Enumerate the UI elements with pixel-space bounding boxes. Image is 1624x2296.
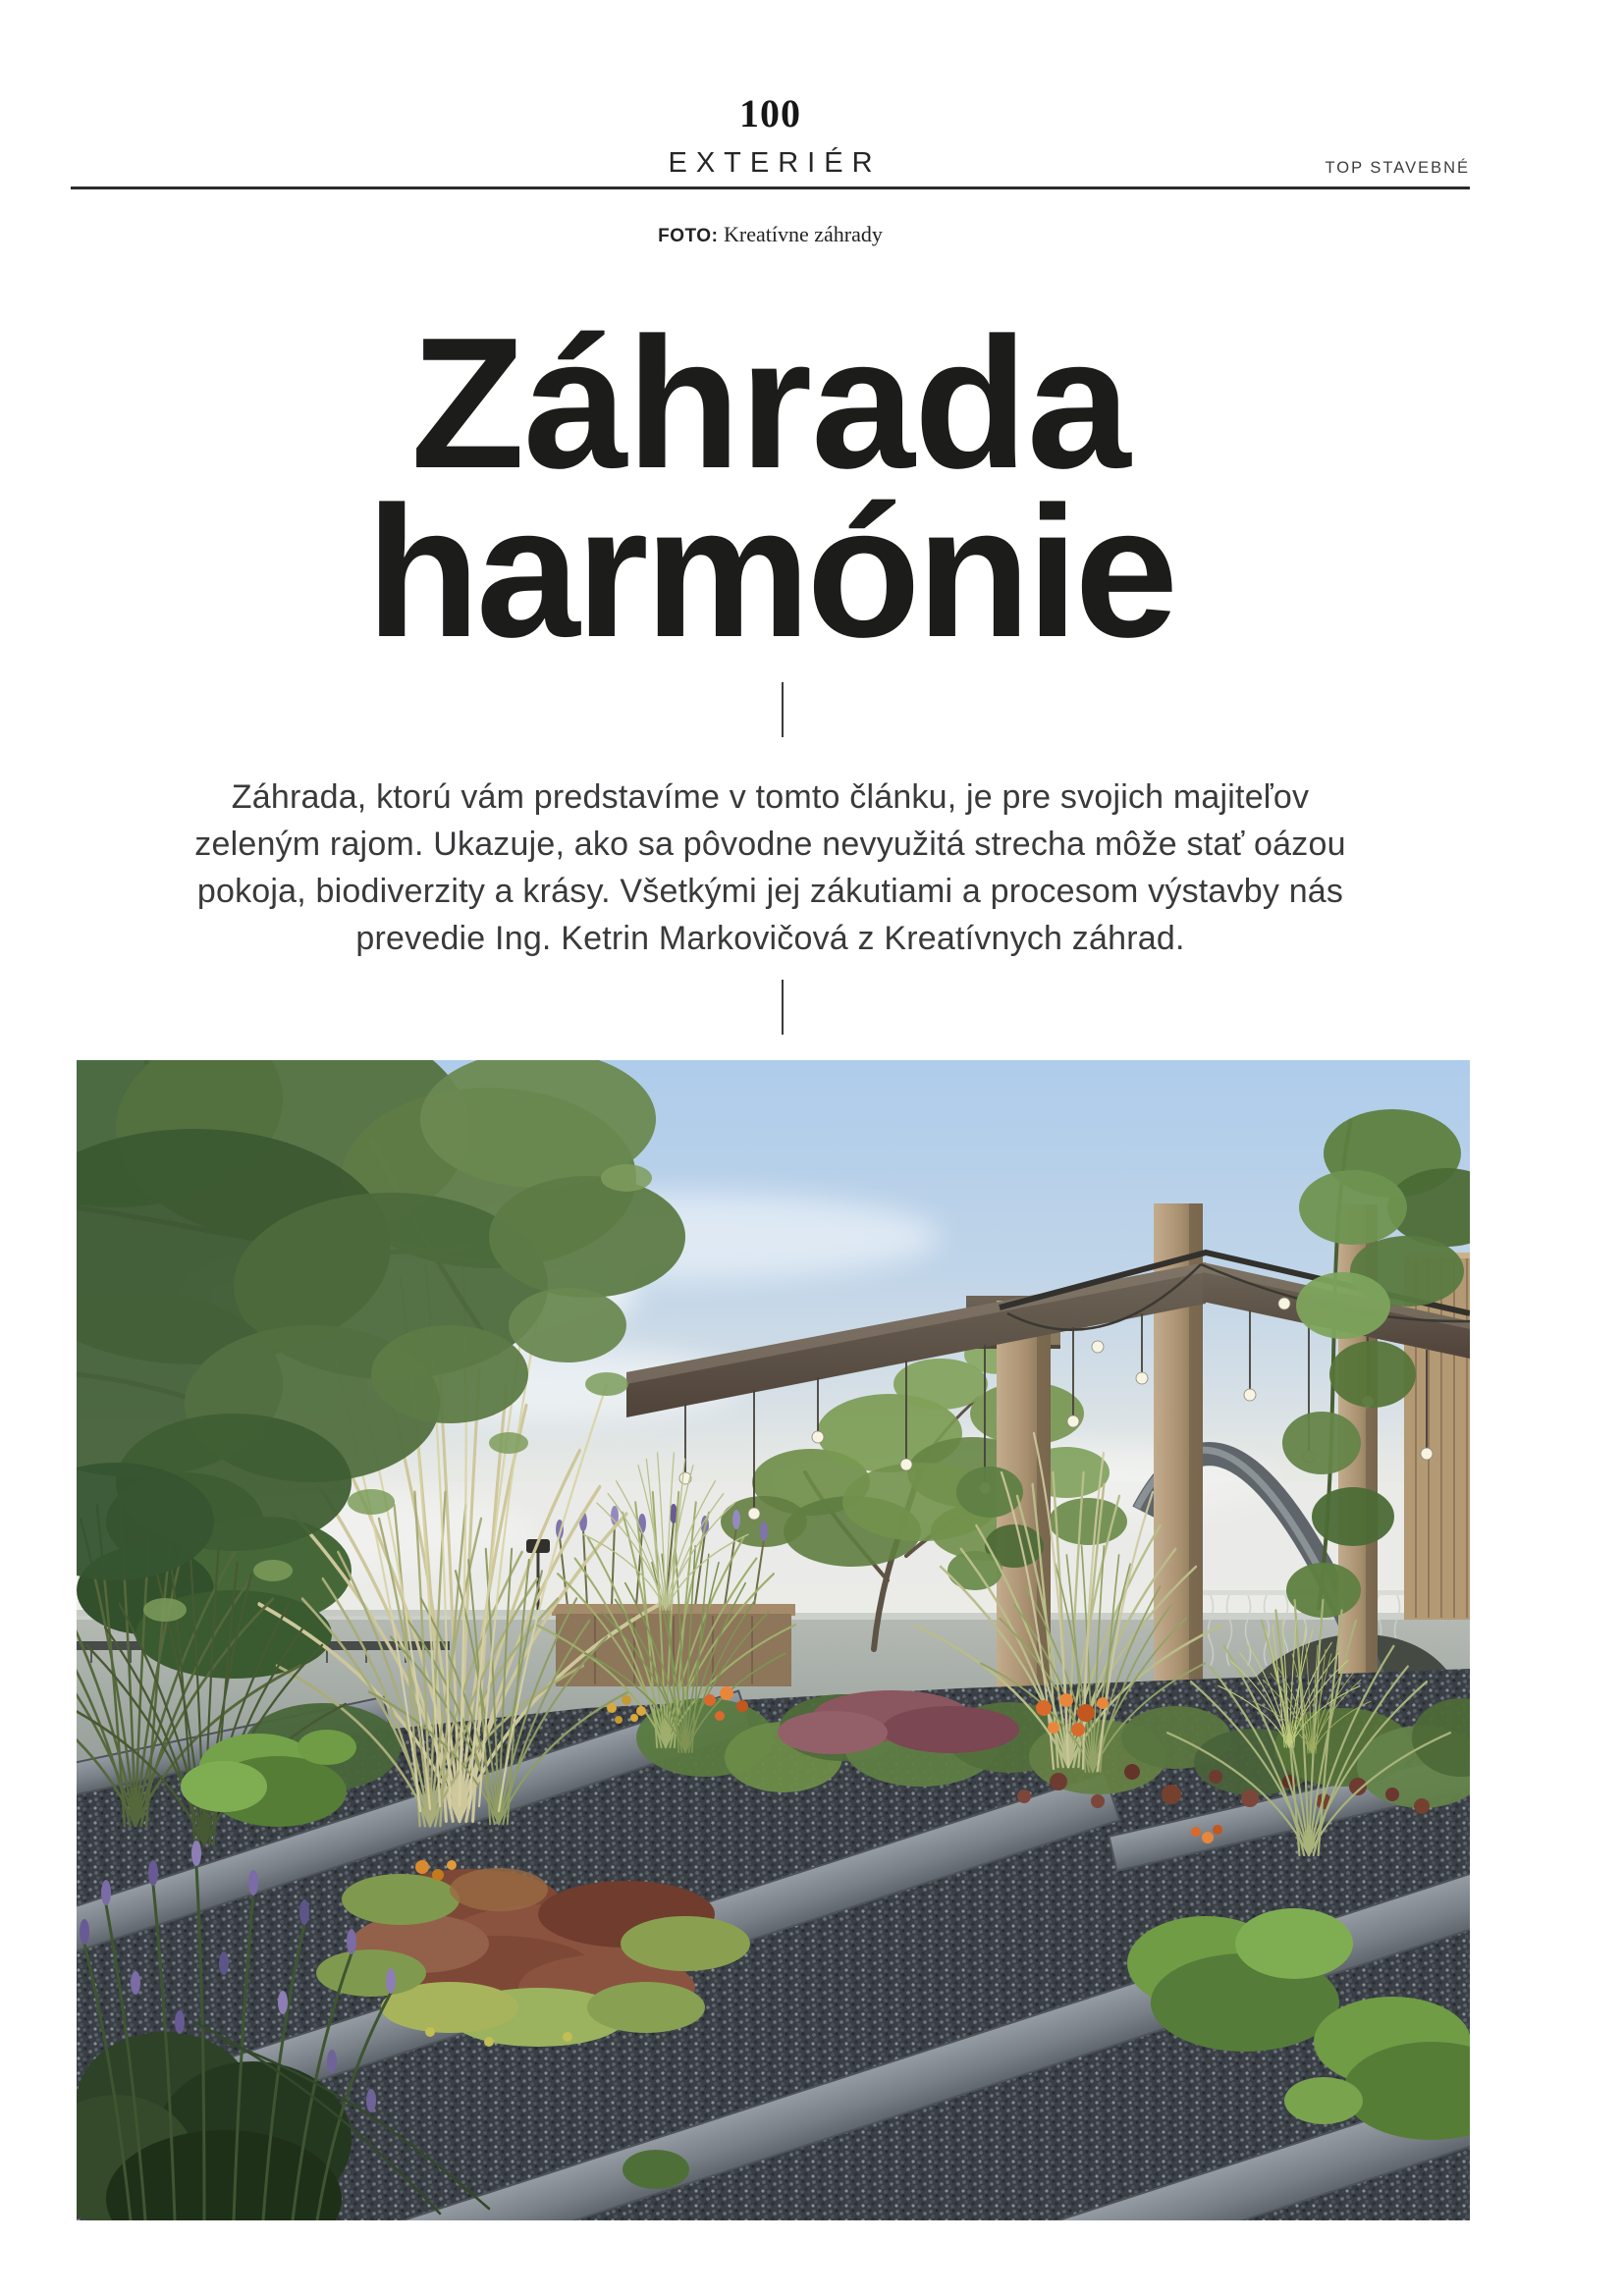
header-rule xyxy=(71,187,1470,189)
intro-divider xyxy=(782,980,784,1035)
intro-paragraph xyxy=(71,774,1470,962)
photo-credit-label: FOTO: xyxy=(658,226,719,246)
intro-line: pokoja, biodiverzity a krásy. Všetkými jej zákutiami a procesom výstavby nás xyxy=(196,873,1344,910)
intro-line: prevedie Ing. Ketrin Markovičová z Kreatívnych záhrad. xyxy=(355,920,1185,957)
page-number: 100 xyxy=(739,91,801,135)
headline-line-1: Záhrada xyxy=(410,299,1130,507)
article-headline xyxy=(71,299,1470,676)
headline-line-2: harmónie xyxy=(365,468,1175,676)
intro-line: zeleným rajom. Ukazuje, ako sa pôvodne nevyužitá strecha môže stať oázou xyxy=(194,826,1346,863)
headline-divider xyxy=(782,682,784,737)
corner-label: TOP STAVEBNÉ xyxy=(1325,159,1470,177)
garden-photo xyxy=(77,1060,1470,2220)
intro-line: Záhrada, ktorú vám predstavíme v tomto článku, je pre svojich majiteľov xyxy=(231,778,1310,816)
photo-credit-name: Kreatívne záhrady xyxy=(723,222,883,246)
section-title: EXTERIÉR xyxy=(668,147,882,179)
photo-credit xyxy=(71,222,1470,247)
